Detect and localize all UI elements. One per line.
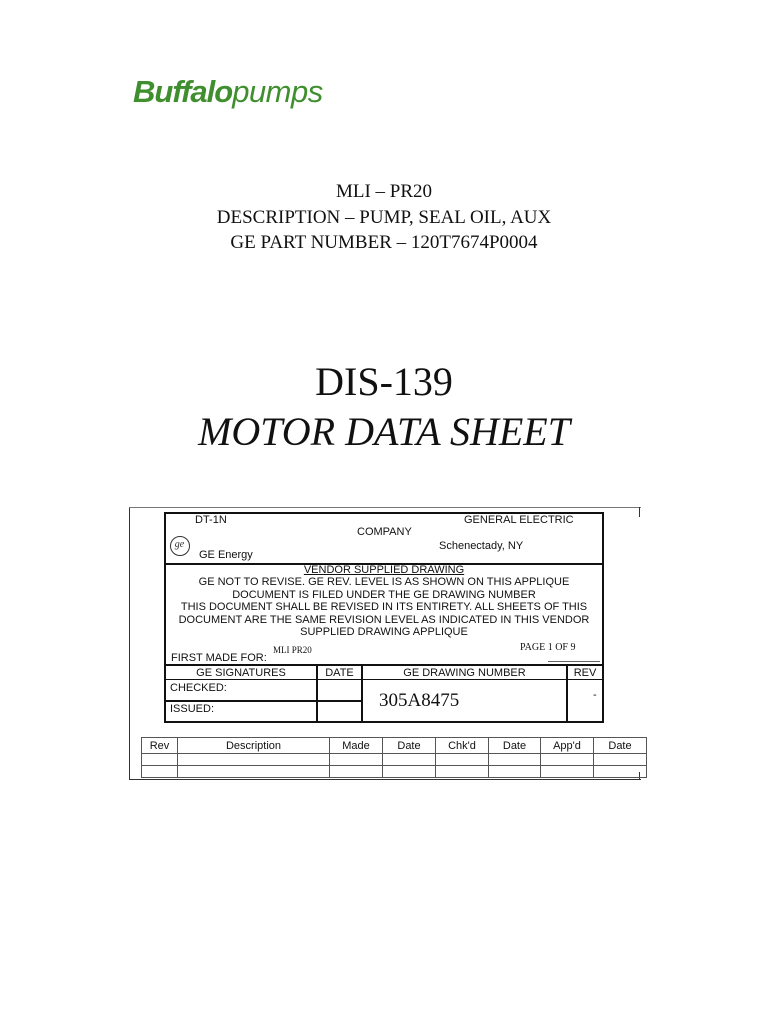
revision-cell — [436, 766, 489, 778]
revision-cell — [541, 766, 594, 778]
page-underline — [548, 661, 600, 662]
part-number-line: GE PART NUMBER – 120T7674P0004 — [230, 232, 538, 253]
first-made-for-label: FIRST MADE FOR: — [171, 652, 267, 664]
revision-col-header: Date — [383, 738, 436, 754]
form-code: DT-1N — [195, 514, 227, 526]
page-info: PAGE 1 OF 9 — [520, 642, 576, 653]
signature-section-divider — [164, 664, 604, 666]
logo-light-text: pumps — [232, 74, 323, 109]
revision-cell — [383, 766, 436, 778]
revision-cell — [178, 766, 330, 778]
revision-col-header: App'd — [541, 738, 594, 754]
revision-cell — [142, 766, 178, 778]
notice-line: THIS DOCUMENT SHALL BE REVISED IN ITS ENTIRETY. ALL SHEETS OF THIS — [180, 601, 588, 613]
company-name: GENERAL ELECTRIC — [464, 514, 574, 526]
first-made-for-value: MLI PR20 — [273, 645, 312, 655]
revision-cell — [383, 754, 436, 766]
checked-label: CHECKED: — [170, 682, 227, 694]
notice-line: DOCUMENT IS FILED UNDER THE GE DRAWING NUMBER — [232, 589, 536, 601]
revision-col-header: Made — [330, 738, 383, 754]
revision-cell — [594, 754, 647, 766]
notice-line: DOCUMENT ARE THE SAME REVISION LEVEL AS INDICATED IN THIS VENDOR — [178, 614, 590, 626]
revision-col-header: Rev — [142, 738, 178, 754]
revision-cell — [436, 754, 489, 766]
revision-cell — [594, 766, 647, 778]
revision-cell — [489, 766, 541, 778]
issued-label: ISSUED: — [170, 703, 215, 715]
table-row — [142, 754, 647, 766]
frame-corner-mark — [639, 507, 640, 517]
drawing-number-value: 305A8475 — [379, 690, 460, 711]
buffalo-pumps-logo — [133, 74, 323, 120]
signature-header-divider — [164, 679, 604, 680]
document-number: DIS-139 — [315, 359, 453, 404]
description-line: DESCRIPTION – PUMP, SEAL OIL, AUX — [216, 207, 552, 228]
revision-cell — [541, 754, 594, 766]
revision-col-header: Date — [594, 738, 647, 754]
frame-bottom-border — [129, 779, 641, 780]
date-header: DATE — [325, 667, 354, 679]
ge-monogram-icon: ge — [170, 536, 190, 556]
revision-col-header: Date — [489, 738, 541, 754]
row-divider — [164, 700, 363, 702]
revision-col-header: Chk'd — [436, 738, 489, 754]
revision-table — [141, 737, 647, 778]
revision-cell — [142, 754, 178, 766]
revision-cell — [330, 766, 383, 778]
revision-cell — [489, 754, 541, 766]
document-title: MOTOR DATA SHEET — [198, 409, 570, 454]
revision-header-row — [142, 738, 647, 754]
vendor-heading: VENDOR SUPPLIED DRAWING — [303, 564, 465, 576]
rev-value: - — [593, 689, 597, 701]
table-row — [142, 766, 647, 778]
revision-col-header: Description — [178, 738, 330, 754]
mli-line: MLI – PR20 — [335, 181, 433, 202]
notice-line: GE NOT TO REVISE. GE REV. LEVEL IS AS SHOWN ON THIS APPLIQUE — [198, 576, 570, 588]
ge-signatures-header: GE SIGNATURES — [196, 667, 286, 679]
company-location: Schenectady, NY — [439, 540, 524, 552]
frame-top-border — [129, 507, 641, 508]
notice-line: SUPPLIED DRAWING APPLIQUE — [300, 626, 468, 638]
revision-cell — [178, 754, 330, 766]
company-word: COMPANY — [357, 526, 412, 538]
revision-cell — [330, 754, 383, 766]
rev-header: REV — [573, 667, 597, 679]
drawing-number-header: GE DRAWING NUMBER — [403, 667, 526, 679]
division-name: GE Energy — [199, 549, 253, 561]
logo-bold-text: Buffalo — [133, 74, 233, 109]
frame-left-border — [129, 507, 130, 780]
